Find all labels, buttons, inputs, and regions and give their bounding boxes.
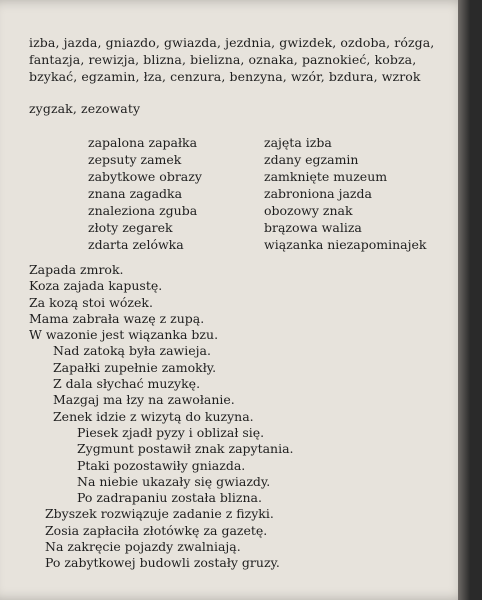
pair-left: zabytkowe obrazy [88, 169, 202, 184]
sentence-line: Piesek zjadł pyzy i oblizał się. [77, 424, 265, 440]
sentence-line: Zapałki zupełnie zamokły. [53, 359, 217, 375]
pair-left: zdarta zelówka [88, 237, 184, 252]
word-pairs-right-column [264, 134, 426, 253]
pair-right: obozowy znak [264, 203, 353, 218]
word-list-paragraph-2: zygzak, zezowaty [29, 101, 141, 116]
sentence-line: Z dala słychać muzykę. [53, 376, 201, 392]
pair-left: zepsuty zamek [88, 152, 182, 167]
pair-right: zdany egzamin [264, 152, 359, 167]
sentence-line: Koza zajada kapustę. [29, 278, 163, 294]
sentence-line: Mama zabrała wazę z zupą. [29, 310, 205, 326]
pair-left: zapalona zapałka [88, 135, 198, 150]
sentence-line: Za kozą stoi wózek. [29, 294, 153, 310]
pair-right: brązowa waliza [264, 220, 362, 235]
sentence-line: Po zadrapaniu została blizna. [77, 490, 262, 506]
sentence-line: Zapada zmrok. [29, 262, 124, 277]
pair-left: złoty zegarek [88, 220, 173, 235]
sentence-line: Na niebie ukazały się gwiazdy. [77, 473, 271, 489]
sentence-line: Mazgaj ma łzy na zawołanie. [53, 392, 235, 408]
pair-left: znaleziona zguba [88, 203, 198, 218]
sentence-line: Ptaki pozostawiły gniazda. [77, 457, 246, 473]
sentence-line: Nad zatoką była zawieja. [53, 343, 211, 359]
sentence-line: Zenek idzie z wizytą do kuzyna. [53, 408, 254, 424]
sentence-line: Zygmunt postawił znak zapytania. [77, 441, 294, 457]
sentence-line: Po zabytkowej budowli zostały gruzy. [45, 555, 280, 571]
sentence-list [29, 262, 459, 572]
pair-right: zamknięte muzeum [264, 169, 388, 184]
sentence-line: Na zakręcie pojazdy zwalniają. [45, 539, 241, 555]
word-pairs-left-column [88, 134, 202, 253]
sentence-line: Zosia zapłaciła złotówkę za gazetę. [45, 522, 268, 538]
page-edge-shadow [458, 0, 470, 600]
pair-right: zabroniona jazda [264, 186, 372, 201]
sentence-line: W wazonie jest wiązanka bzu. [29, 327, 219, 343]
pair-right: wiązanka niezapominajek [264, 237, 427, 252]
pair-left: znana zagadka [88, 186, 183, 201]
sentence-line: Zbyszek rozwiązuje zadanie z fizyki. [45, 506, 274, 522]
pair-right: zajęta izba [264, 135, 332, 150]
word-list-paragraph: izba, jazda, gniazdo, gwiazda, jezdnia, gwizdek, ozdoba, rózga, fantazja, rewizja, blizna, bielizna, oznaka, paznokieć, kobza, bzykać, egzamin, łza, cenzura, benzyna, wzór, bzdura, wzrok [29, 35, 435, 84]
